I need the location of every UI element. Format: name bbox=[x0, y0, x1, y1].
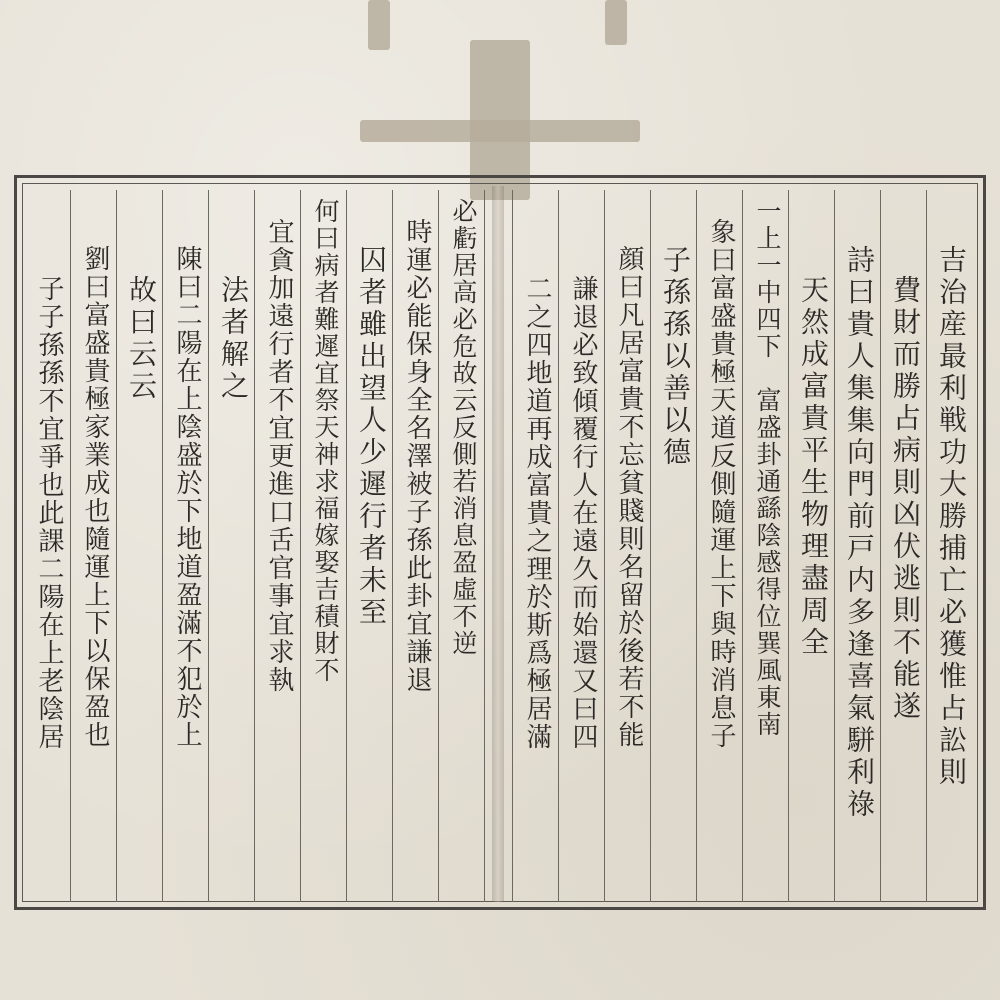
text-column: 必虧居高必危故云反側若消息盈虛不逆 bbox=[449, 198, 478, 657]
text-column: 子子孫孫不宜爭也此課二陽在上老陰居 bbox=[34, 275, 64, 751]
column-rule bbox=[484, 190, 485, 902]
column-rule bbox=[650, 190, 651, 902]
column-rule bbox=[742, 190, 743, 902]
text-column: 一上一中四下 富盛卦通繇陰感得位巽風東南 bbox=[753, 198, 782, 738]
text-column: 陳曰二陽在上陰盛於下地道盈滿不犯於上 bbox=[172, 245, 202, 749]
text-column: 法者解之 bbox=[217, 275, 250, 403]
text-column: 顔曰凡居富貴不忘貧賤則名留於後若不能 bbox=[614, 245, 644, 749]
text-column: 象曰富盛貴極天道反側隨運上下與時消息子 bbox=[706, 218, 736, 750]
column-rule bbox=[70, 190, 71, 902]
column-rule bbox=[696, 190, 697, 902]
text-column: 天然成富貴平生物理盡周全 bbox=[797, 275, 830, 659]
column-rule bbox=[512, 190, 513, 902]
column-rule bbox=[788, 190, 789, 902]
column-rule bbox=[834, 190, 835, 902]
text-column: 費財而勝占病則凶伏逃則不能遂 bbox=[889, 275, 922, 723]
column-rule bbox=[254, 190, 255, 902]
text-column: 詩曰貴人集集向門前戸内多逢喜氣駢利祿 bbox=[843, 245, 876, 821]
text-column: 時運必能保身全名澤被子孫此卦宜謙退 bbox=[402, 218, 432, 694]
column-rule bbox=[604, 190, 605, 902]
column-rule bbox=[162, 190, 163, 902]
column-rule bbox=[346, 190, 347, 902]
column-rule bbox=[300, 190, 301, 902]
text-column: 謙退必致傾覆行人在遠久而始還又曰四 bbox=[568, 275, 598, 751]
column-rule bbox=[438, 190, 439, 902]
column-rule bbox=[208, 190, 209, 902]
column-rule bbox=[392, 190, 393, 902]
text-column: 故曰云云 bbox=[125, 275, 158, 403]
column-rule bbox=[926, 190, 927, 902]
column-rule bbox=[116, 190, 117, 902]
text-column: 子孫孫以善以德 bbox=[659, 245, 692, 469]
text-column: 吉治産最利戦功大勝捕亡必獲惟占訟則 bbox=[935, 245, 968, 789]
text-column: 劉曰富盛貴極家業成也隨運上下以保盈也 bbox=[80, 245, 110, 749]
text-column: 何曰病者難遲宜祭天神求福嫁娶吉積財不 bbox=[311, 198, 340, 684]
book-fold bbox=[492, 186, 504, 902]
text-column: 二之四地道再成富貴之理於斯爲極居滿 bbox=[522, 275, 552, 751]
column-rule bbox=[880, 190, 881, 902]
text-column: 囚者雖出望人少遲行者未至 bbox=[355, 245, 388, 629]
column-rule bbox=[558, 190, 559, 902]
text-column: 宜貪加遠行者不宜更進口舌官事宜求執 bbox=[264, 218, 294, 694]
paper-damage bbox=[368, 0, 390, 50]
paper-damage bbox=[605, 0, 627, 45]
